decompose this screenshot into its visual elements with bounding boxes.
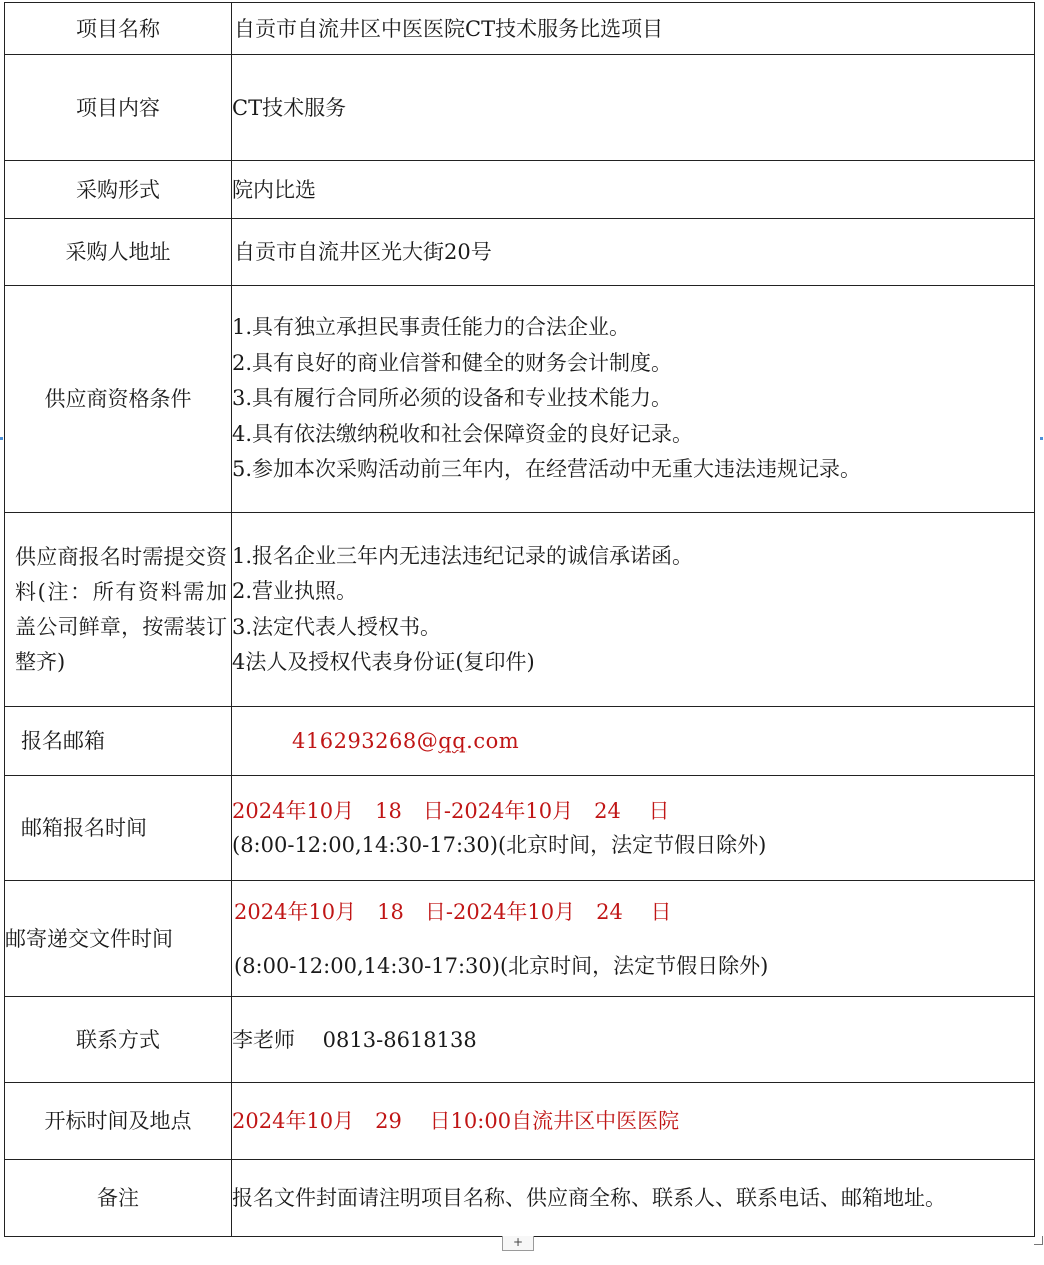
row-email-time — [5, 776, 1035, 881]
label-contact: 联系方式 — [5, 997, 232, 1083]
label-procurement-form: 采购形式 — [5, 161, 232, 219]
tender-info-table — [4, 2, 1035, 1237]
value-contact: 李老师 0813-8618138 — [232, 997, 1035, 1083]
resize-handle[interactable] — [1034, 1236, 1043, 1245]
mail-time-dates: 2024年10月 18 日-2024年10月 24 日 — [234, 899, 672, 924]
row-procurement-form — [5, 161, 1035, 219]
list-item: 4.具有依法缴纳税收和社会保障资金的良好记录。 — [232, 421, 694, 446]
value-mail-time — [232, 881, 1035, 997]
label-project-content: 项目内容 — [5, 55, 232, 161]
label-remarks: 备注 — [5, 1160, 232, 1237]
value-email-time — [232, 776, 1035, 881]
email-address: 416293268@qq.com — [292, 729, 520, 753]
row-contact — [5, 997, 1035, 1083]
row-qualifications — [5, 286, 1035, 513]
add-row-button[interactable]: + — [502, 1236, 534, 1251]
row-opening — [5, 1083, 1035, 1160]
list-item: 3.具有履行合同所必须的设备和专业技术能力。 — [232, 386, 673, 411]
label-materials: 供应商报名时需提交资料(注：所有资料需加盖公司鲜章，按需装订整齐) — [5, 513, 232, 707]
list-item: 5.参加本次采购活动前三年内，在经营活动中无重大违法违规记录。 — [232, 457, 862, 482]
value-remarks: 报名文件封面请注明项目名称、供应商全称、联系人、联系电话、邮箱地址。 — [232, 1160, 1035, 1237]
list-item: 4法人及授权代表身份证(复印件) — [232, 650, 535, 674]
label-opening: 开标时间及地点 — [5, 1083, 232, 1160]
qualifications-list — [232, 286, 1035, 513]
row-project-content — [5, 55, 1035, 161]
selection-handle-right[interactable] — [1040, 437, 1043, 440]
email-time-dates: 2024年10月 18 日-2024年10月 24 日 — [232, 799, 670, 823]
label-email-time: 邮箱报名时间 — [5, 776, 232, 881]
mail-time-hours: (8:00-12:00,14:30-17:30)(北京时间，法定节假日除外) — [234, 953, 769, 978]
label-qualifications: 供应商资格条件 — [5, 286, 232, 513]
label-purchaser-address: 采购人地址 — [5, 219, 232, 286]
list-item: 1.具有独立承担民事责任能力的合法企业。 — [232, 315, 631, 340]
value-procurement-form: 院内比选 — [232, 161, 1035, 219]
value-email — [232, 707, 1035, 776]
row-purchaser-address — [5, 219, 1035, 286]
row-materials — [5, 513, 1035, 707]
row-remarks — [5, 1160, 1035, 1237]
spellcheck-underline: qq — [438, 729, 467, 753]
list-item: 1.报名企业三年内无违法违纪记录的诚信承诺函。 — [232, 543, 694, 568]
value-project-content: CT技术服务 — [232, 55, 1035, 161]
label-project-name: 项目名称 — [5, 3, 232, 55]
label-mail-time: 邮寄递交文件时间 — [5, 881, 232, 997]
list-item: 2.营业执照。 — [232, 579, 358, 603]
row-email — [5, 707, 1035, 776]
value-purchaser-address: 自贡市自流井区光大街20号 — [232, 219, 1035, 286]
list-item: 2.具有良好的商业信誉和健全的财务会计制度。 — [232, 350, 673, 375]
selection-handle-left[interactable] — [0, 437, 3, 440]
value-opening: 2024年10月 29 日10:00自流井区中医医院 — [232, 1083, 1035, 1160]
label-email: 报名邮箱 — [5, 707, 232, 776]
materials-list — [232, 513, 1035, 707]
email-time-hours: (8:00-12:00,14:30-17:30)(北京时间，法定节假日除外) — [232, 833, 767, 857]
value-project-name: 自贡市自流井区中医医院CT技术服务比选项目 — [232, 3, 1035, 55]
list-item: 3.法定代表人授权书。 — [232, 614, 442, 639]
row-mail-time — [5, 881, 1035, 997]
row-project-name — [5, 3, 1035, 55]
